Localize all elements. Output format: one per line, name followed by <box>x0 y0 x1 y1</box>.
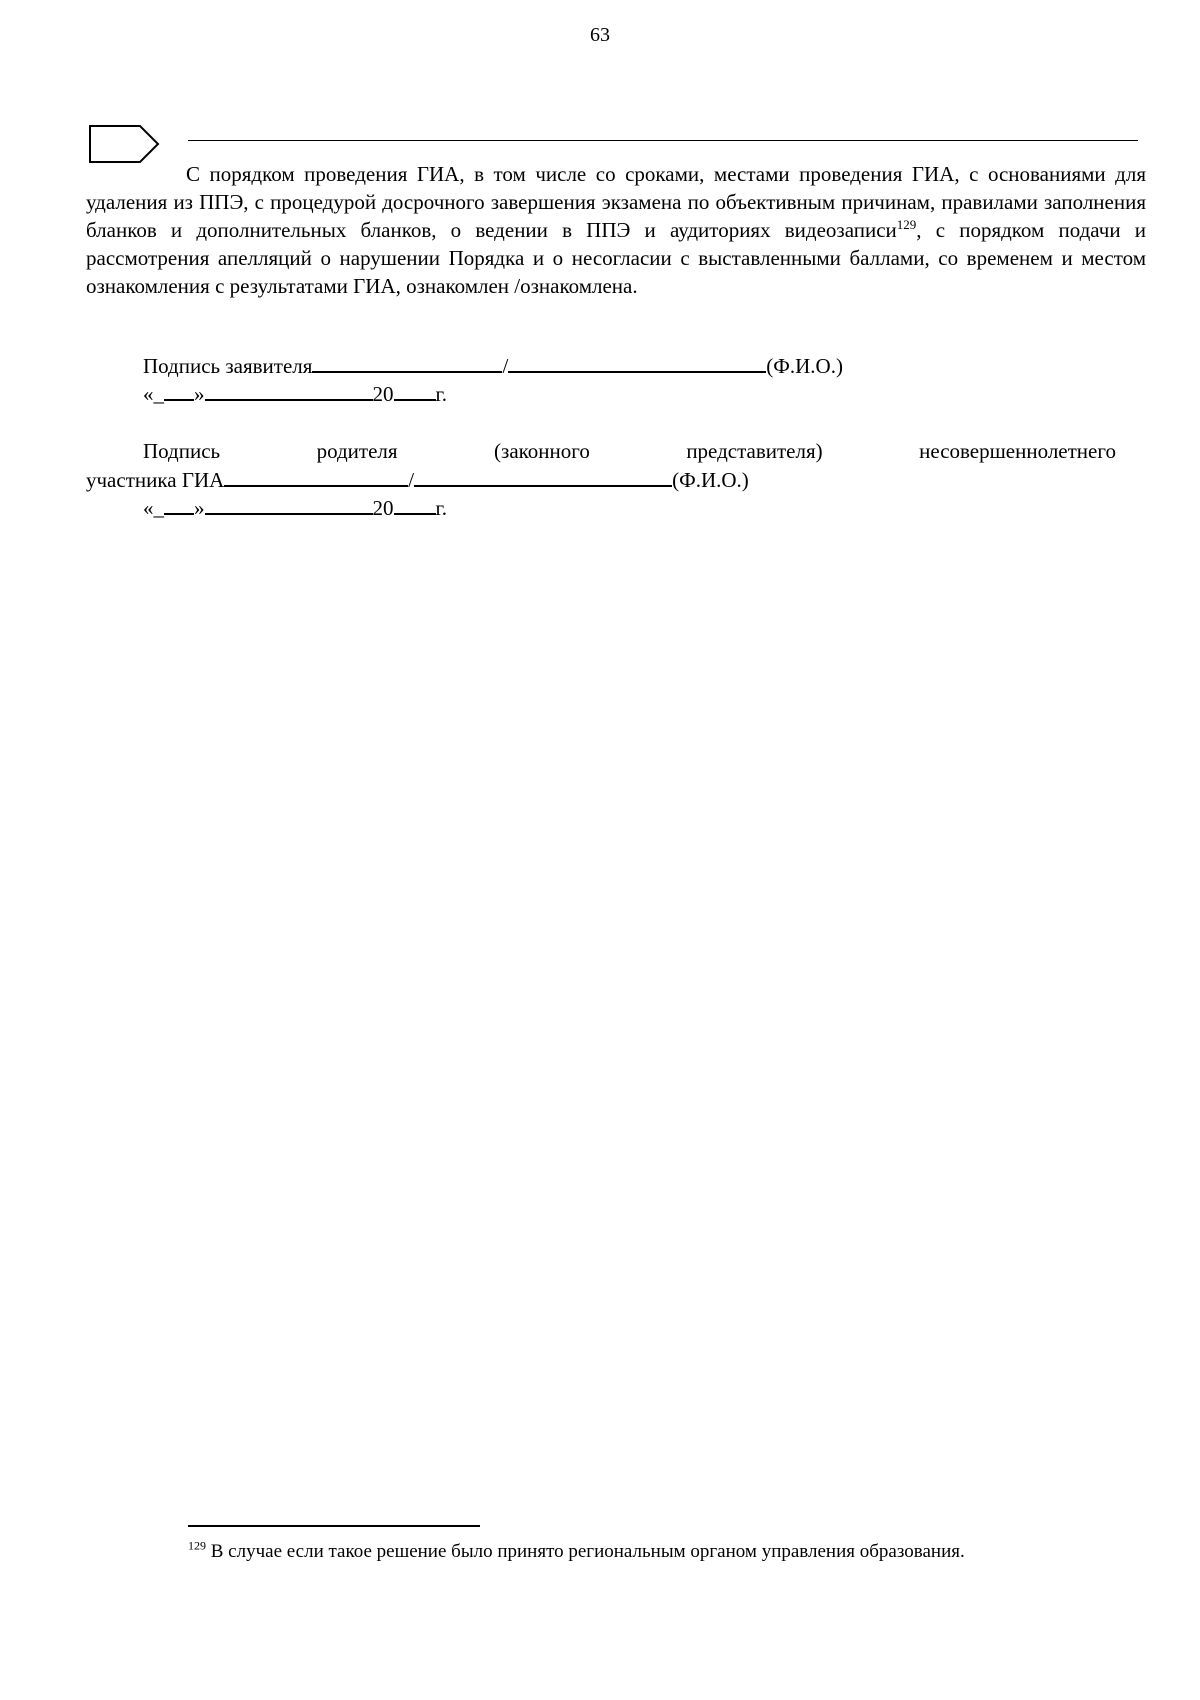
footnote-ref: 129 <box>896 217 917 232</box>
parent-signature-line <box>86 465 749 494</box>
parent-year-prefix: 20 <box>372 496 394 520</box>
parent-slash: / <box>408 468 415 492</box>
arrow-flag-icon <box>88 124 160 164</box>
applicant-signature-field[interactable] <box>312 351 502 373</box>
parent-year-suffix: г. <box>435 496 447 520</box>
footnote-rule <box>188 1525 480 1527</box>
applicant-year-prefix: 20 <box>372 382 394 406</box>
parent-date-open: «_ <box>143 496 164 520</box>
applicant-day-field[interactable] <box>164 379 194 401</box>
parent-word: представителя) <box>686 439 823 463</box>
parent-fio-field[interactable] <box>414 465 672 487</box>
page-number: 63 <box>590 24 610 46</box>
consent-text-part2: , с порядком подачи и рассмотрения апелляций о нарушении Порядка и о несогласии с выставленными баллами, со временем и местом ознакомления с результатами ГИА, ознакомлен /ознакомлена. <box>86 218 1146 298</box>
applicant-date-line <box>143 379 447 408</box>
parent-date-line <box>143 493 447 522</box>
parent-fio-label: (Ф.И.О.) <box>672 468 749 492</box>
parent-year-field[interactable] <box>394 493 436 515</box>
consent-paragraph <box>86 160 1146 300</box>
footnote-number: 129 <box>188 1538 206 1553</box>
parent-word: Подпись <box>143 439 221 463</box>
parent-word: родителя <box>316 439 398 463</box>
applicant-signature-label: Подпись заявителя <box>143 354 313 378</box>
top-rule <box>188 140 1138 141</box>
parent-month-field[interactable] <box>205 493 373 515</box>
footnote <box>188 1540 1148 1564</box>
parent-signature-heading <box>143 437 1116 465</box>
parent-signature-label: участника ГИА <box>86 468 225 492</box>
applicant-date-close: » <box>194 382 205 406</box>
applicant-date-open: «_ <box>143 382 164 406</box>
applicant-year-field[interactable] <box>394 379 436 401</box>
applicant-fio-field[interactable] <box>508 351 766 373</box>
parent-signature-field[interactable] <box>224 465 408 487</box>
applicant-signature-line <box>143 351 843 380</box>
consent-text-part1: С порядком проведения ГИА, в том числе со сроками, местами проведения ГИА, с основаниями для удаления из ППЭ, с процедурой досрочного завершения экзамена по объективным причинам, правилами заполнения бланков и дополнительных бланков, о ведении в ППЭ и аудиториях видеозаписи <box>86 162 1146 242</box>
applicant-fio-label: (Ф.И.О.) <box>766 354 843 378</box>
footnote-text: В случае если такое решение было принято региональным органом управления образования. <box>206 1541 965 1562</box>
applicant-slash: / <box>502 354 509 378</box>
parent-word: несовершеннолетнего <box>919 439 1116 463</box>
parent-day-field[interactable] <box>164 493 194 515</box>
applicant-month-field[interactable] <box>205 379 373 401</box>
parent-date-close: » <box>194 496 205 520</box>
applicant-year-suffix: г. <box>435 382 447 406</box>
parent-word: (законного <box>494 439 590 463</box>
